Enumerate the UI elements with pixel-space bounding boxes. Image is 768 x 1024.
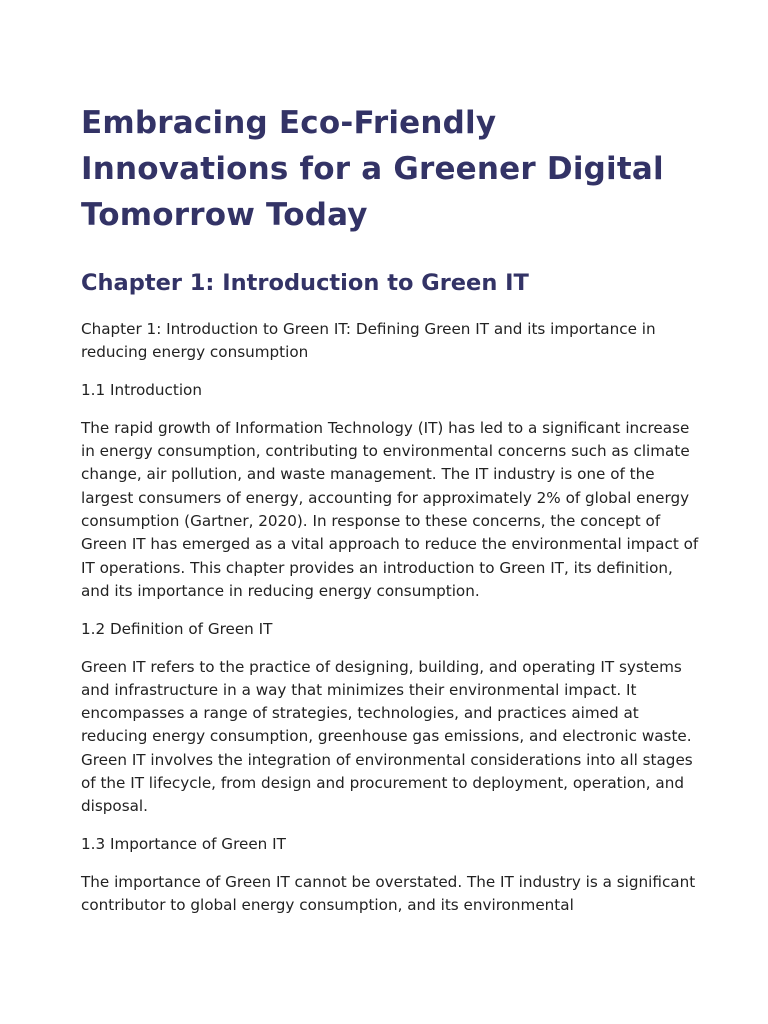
document-title: Embracing Eco-Friendly Innovations for a Greener Digital Tomorrow Today: [81, 105, 664, 233]
body-paragraph-introduction: The rapid growth of Information Technology (IT) has led to a significant increase in energy consumption, contributing to environmental concerns such as climate change, air pollution, and waste management. The IT industry is one of the largest consumers of energy, accounting for approximately 2% of global energy consumption (Gartner, 2020). In response to these concerns, the concept of Green IT has emerged as a vital approach to reduce the environmental impact of IT operations. This chapter provides an introduction to Green IT, its definition, and its importance in reducing energy consumption.: [81, 418, 699, 600]
section-heading-1-3: 1.3 Importance of Green IT: [81, 835, 286, 854]
document-page: [81, 100, 701, 918]
chapter-heading: Chapter 1: Introduction to Green IT: [81, 270, 529, 296]
body-paragraph-definition: Green IT refers to the practice of designing, building, and operating IT systems and infrastructure in a way that minimizes their environmental impact. It encompasses a range of strategies, technologies, and practices aimed at reducing energy consumption, greenhouse gas emissions, and electronic waste. Green IT involves the integration of environmental considerations into all stages of the IT lifecycle, from design and procurement to deployment, operation, and disposal.: [81, 657, 693, 816]
section-heading-1-2: 1.2 Definition of Green IT: [81, 619, 273, 638]
section-heading-1-1: 1.1 Introduction: [81, 381, 202, 400]
chapter-subtitle-paragraph: Chapter 1: Introduction to Green IT: Defining Green IT and its importance in reducing energy consumption: [81, 320, 656, 362]
body-paragraph-importance: The importance of Green IT cannot be overstated. The IT industry is a significant contributor to global energy consumption, and its environmental: [81, 872, 696, 915]
